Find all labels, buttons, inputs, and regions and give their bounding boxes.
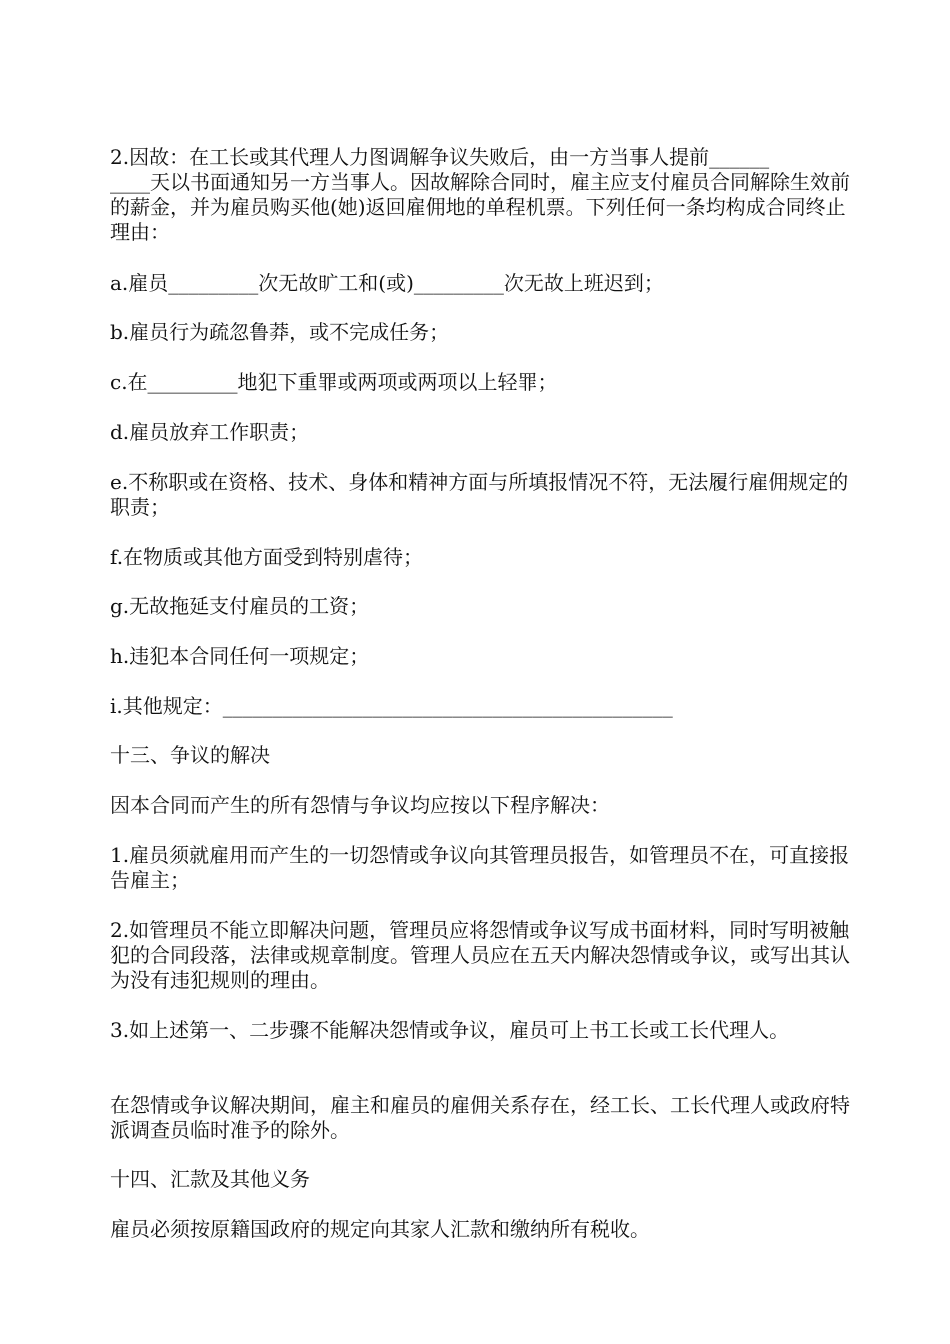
paragraph-item-b: b.雇员行为疏忽鲁莽，或不完成任务； <box>110 320 450 344</box>
paragraph-dispute-period: 在怨情或争议解决期间，雇主和雇员的雇佣关系存在，经工长、工长代理人或政府特派调查员临时准予的除外。 <box>110 1093 850 1142</box>
paragraph-item-c: c.在_________地犯下重罪或两项或两项以上轻罪； <box>110 370 558 394</box>
paragraph-item-i: i.其他规定：_____________________________________________ <box>110 694 673 718</box>
paragraph-item-h: h.违犯本合同任何一项规定； <box>110 644 370 668</box>
paragraph-item-d: d.雇员放弃工作职责； <box>110 420 310 444</box>
paragraph-dispute-step-2: 2.如管理员不能立即解决问题，管理员应将怨情或争议写成书面材料，同时写明被触犯的合同段落，法律或规章制度。管理人员应在五天内解决怨情或争议，或写出其认为没有违犯规则的理由。 <box>110 918 850 992</box>
paragraph-item-f: f.在物质或其他方面受到特别虐待； <box>110 545 424 569</box>
section-heading-14: 十四、汇款及其他义务 <box>110 1167 310 1191</box>
paragraph-dispute-intro: 因本合同而产生的所有怨情与争议均应按以下程序解决： <box>110 793 610 817</box>
paragraph-dispute-step-1: 1.雇员须就雇用而产生的一切怨情或争议向其管理员报告，如管理员不在，可直接报告雇主； <box>110 843 850 892</box>
section-heading-13: 十三、争议的解决 <box>110 743 270 767</box>
paragraph-item-e: e.不称职或在资格、技术、身体和精神方面与所填报情况不符，无法履行雇佣规定的职责； <box>110 470 849 519</box>
paragraph-item-a: a.雇员_________次无故旷工和(或)_________次无故上班迟到； <box>110 271 664 295</box>
paragraph-remittance: 雇员必须按原籍国政府的规定向其家人汇款和缴纳所有税收。 <box>110 1217 650 1241</box>
paragraph-item-g: g.无故拖延支付雇员的工资； <box>110 594 370 618</box>
paragraph-termination-for-cause: 2.因故：在工长或其代理人力图调解争议失败后，由一方当事人提前______ ____天以书面通知另一方当事人。因故解除合同时，雇主应支付雇员合同解除生效前的薪金，并为雇员购买他(她)返回雇佣地的单程机票。下列任何一条均构成合同终止理由： <box>110 145 850 244</box>
paragraph-dispute-step-3: 3.如上述第一、二步骤不能解决怨情或争议，雇员可上书工长或工长代理人。 <box>110 1018 790 1042</box>
